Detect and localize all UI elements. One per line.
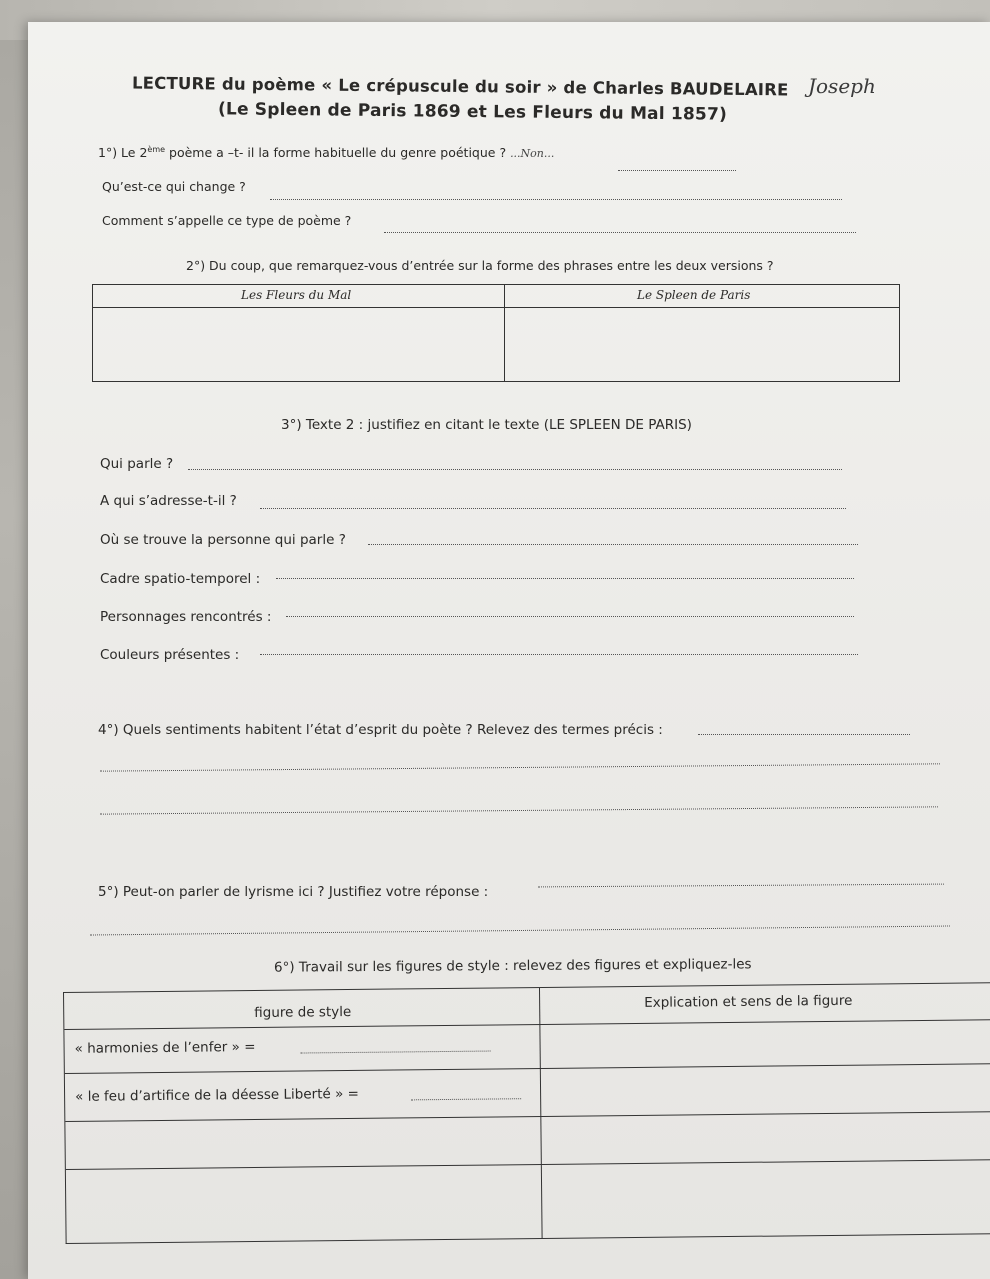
figures-table [63, 982, 990, 1244]
figure-row-2-line[interactable] [411, 1098, 521, 1100]
answer-line-q5-2[interactable] [90, 925, 950, 935]
answer-line-1-sub-1[interactable] [270, 199, 842, 200]
answer-line-q3-3[interactable] [368, 544, 858, 545]
handwritten-signature: Joseph [808, 74, 876, 98]
question-1-sub-1: Qu’est-ce qui change ? [102, 179, 246, 194]
answer-line-q3-1[interactable] [188, 469, 842, 470]
question-1: 1°) Le 2ème poème a –t- il la forme habituelle du genre poétique ? ...Non... [98, 145, 555, 161]
explanation-cell-2[interactable] [543, 1065, 983, 1114]
q3-item-cadre: Cadre spatio-temporel : [100, 571, 261, 587]
question-1-sub-2: Comment s’appelle ce type de poème ? [102, 213, 352, 228]
answer-line-q3-4[interactable] [276, 578, 854, 579]
question-6-title: 6°) Travail sur les figures de style : relevez des figures et expliquez-les [273, 956, 752, 976]
figure-row-2-label: « le feu d’artifice de la déesse Liberté » = [75, 1085, 360, 1105]
question-4: 4°) Quels sentiments habitent l’état d’esprit du poète ? Relevez des termes précis : [98, 722, 663, 738]
answer-line-q3-6[interactable] [260, 654, 858, 655]
title-line-2: (Le Spleen de Paris 1869 et Les Fleurs du Mal 1857) [217, 99, 728, 125]
question-5: 5°) Peut-on parler de lyrisme ici ? Justifiez votre réponse : [98, 884, 489, 900]
comparison-table [92, 284, 900, 382]
question-2: 2°) Du coup, que remarquez-vous d’entrée sur la forme des phrases entre les deux versions ? [186, 258, 774, 273]
figures-row-line-3 [65, 1111, 990, 1122]
column-header-fleurs: Les Fleurs du Mal [241, 288, 352, 302]
answer-line-q4-3[interactable] [100, 806, 938, 814]
q3-item-qui-parle: Qui parle ? [100, 456, 174, 472]
answer-line-q5-1[interactable] [538, 884, 944, 888]
explanation-column-header: Explication et sens de la figure [644, 992, 853, 1011]
q3-item-personnages: Personnages rencontrés : [100, 609, 272, 625]
column-header-spleen: Le Spleen de Paris [637, 288, 751, 302]
answer-line-q4-2[interactable] [100, 763, 940, 771]
answer-line-q4-1[interactable] [698, 734, 910, 735]
answer-line-1-sub-2[interactable] [384, 232, 856, 233]
explanation-cell-1[interactable] [542, 1021, 982, 1066]
q3-item-a-qui: A qui s’adresse-t-il ? [100, 493, 237, 509]
question-3-title: 3°) Texte 2 : justifiez en citant le texte (LE SPLEEN DE PARIS) [281, 417, 692, 433]
title-line-1: LECTURE du poème « Le crépuscule du soir » de Charles BAUDELAIRE [131, 73, 789, 100]
q3-item-ou: Où se trouve la personne qui parle ? [100, 532, 346, 548]
worksheet-page [28, 22, 990, 1279]
q3-item-couleurs: Couleurs présentes : [100, 647, 240, 663]
figure-row-1-label: « harmonies de l’enfer » = [74, 1038, 256, 1057]
figures-column-header: figure de style [254, 1003, 352, 1021]
answer-line-q3-2[interactable] [260, 508, 846, 509]
answer-1: ...Non... [510, 147, 555, 161]
answer-cell-fleurs[interactable] [93, 308, 503, 379]
answer-line-1[interactable] [618, 170, 736, 171]
table-divider [504, 285, 505, 381]
figure-row-1-line[interactable] [301, 1051, 491, 1054]
figures-row-line-4 [66, 1159, 990, 1170]
answer-cell-spleen[interactable] [506, 308, 897, 379]
answer-line-q3-5[interactable] [286, 616, 854, 617]
